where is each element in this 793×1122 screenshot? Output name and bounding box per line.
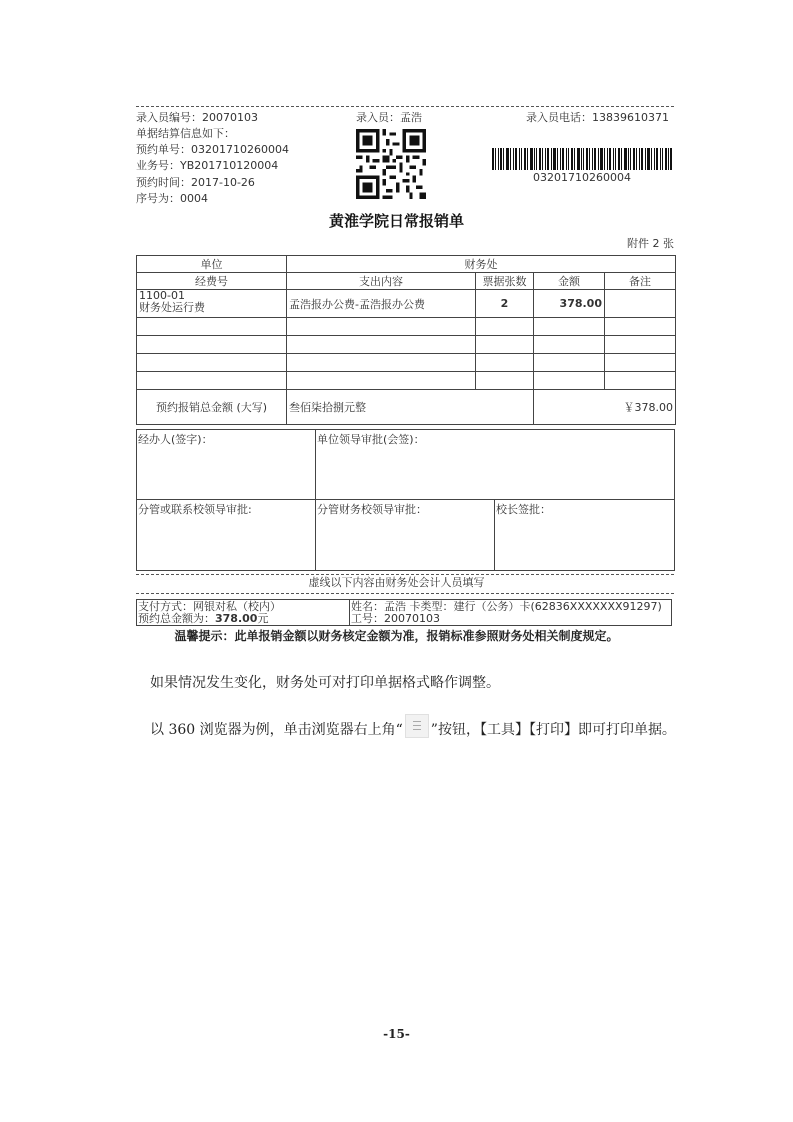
- col-fee-no: 经费号: [137, 273, 287, 290]
- fee-cell: [137, 290, 287, 318]
- table-row: [137, 336, 676, 354]
- entry-phone: 录入员电话：13839610371: [526, 111, 669, 124]
- col-bills: 票据张数: [476, 273, 534, 290]
- content-cell: 孟浩报办公费-孟浩报办公费: [287, 290, 476, 318]
- amount-cell: 378.00: [534, 290, 605, 318]
- bills-cell: 2: [476, 290, 534, 318]
- vp-approval-label: 分管或联系校领导审批:: [138, 503, 252, 516]
- attachments: 附件 2 张: [627, 237, 674, 250]
- total-amount: ￥378.00: [534, 390, 676, 425]
- table-row: [137, 290, 676, 318]
- form-title: 黄淮学院日常报销单: [328, 212, 464, 230]
- col-content: 支出内容: [287, 273, 476, 290]
- finance-vp-approval: [315, 499, 495, 571]
- table-row: [137, 354, 676, 372]
- paragraph-2-a: 以 360 浏览器为例，单击浏览器右上角“: [150, 722, 403, 738]
- col-finance: 财务处: [287, 256, 676, 273]
- table-row: [137, 372, 676, 390]
- dashed-note: 虚线以下内容由财务处会计人员填写: [308, 576, 485, 589]
- note-cell: [605, 290, 676, 318]
- president-label: 校长签批：: [496, 503, 551, 516]
- warm-tip: 温馨提示：此单报销金额以财务核定金额为准，报销标准参照财务处相关制度规定。: [174, 629, 619, 643]
- entry-no: 录入员编号：20070103: [136, 111, 258, 124]
- paragraph-1: 如果情况发生变化，财务处可对打印单据格式略作调整。: [150, 675, 500, 691]
- unit-leader-approval: [315, 429, 675, 500]
- unit-leader-label: 单位领导审批(会签)：: [317, 433, 425, 446]
- col-unit: 单位: [137, 256, 287, 273]
- total-upper: 叁佰柒拾捌元整: [287, 390, 534, 425]
- finance-vp-label: 分管财务校领导审批：: [317, 503, 427, 516]
- barcode-number: 03201710260004: [533, 171, 631, 184]
- pay-method: 支付方式：网银对私（校内）: [138, 600, 281, 613]
- top-dashed-line: [136, 106, 674, 107]
- total-line-label: 预约总金额为：: [138, 612, 215, 625]
- expense-table: [136, 255, 676, 425]
- reserve-no: 预约单号：03201710260004: [136, 143, 289, 156]
- separator-dashed-line-2: [136, 593, 674, 594]
- paragraph-2: [150, 719, 676, 739]
- total-line-unit: 元: [257, 612, 269, 625]
- president-approval: [494, 499, 675, 571]
- fee-no: 1100-01: [139, 289, 185, 302]
- work-no: 工号：20070103: [351, 612, 440, 625]
- barcode-icon: [492, 148, 672, 170]
- name-card: 姓名：孟浩 卡类型：建行（公务）卡(62836XXXXXXX91297): [351, 600, 662, 613]
- col-note: 备注: [605, 273, 676, 290]
- payment-box: [136, 599, 350, 626]
- reserve-time: 预约时间：2017-10-26: [136, 176, 255, 189]
- handler-signature: [136, 429, 316, 500]
- fee-name: 财务处运行费: [139, 301, 205, 314]
- entry-person: 录入员：孟浩: [356, 111, 422, 124]
- total-line-value: 378.00: [215, 612, 258, 625]
- qr-code-icon: [356, 129, 426, 199]
- menu-icon: [405, 714, 429, 738]
- total-label: 预约报销总金额 (大写): [137, 390, 287, 425]
- payee-box: [349, 599, 672, 626]
- page-number: -15-: [383, 1027, 410, 1041]
- vp-approval: [136, 499, 316, 571]
- table-row: [137, 318, 676, 336]
- settle-title: 单据结算信息如下：: [136, 127, 235, 140]
- business-no: 业务号：YB201710120004: [136, 159, 279, 172]
- col-amount: 金额: [534, 273, 605, 290]
- total-line: [138, 613, 348, 625]
- handler-label: 经办人(签字)：: [138, 433, 213, 446]
- paragraph-2-b: ”按钮，【工具】【打印】即可打印单据。: [430, 722, 676, 738]
- seq-no: 序号为：0004: [136, 192, 208, 205]
